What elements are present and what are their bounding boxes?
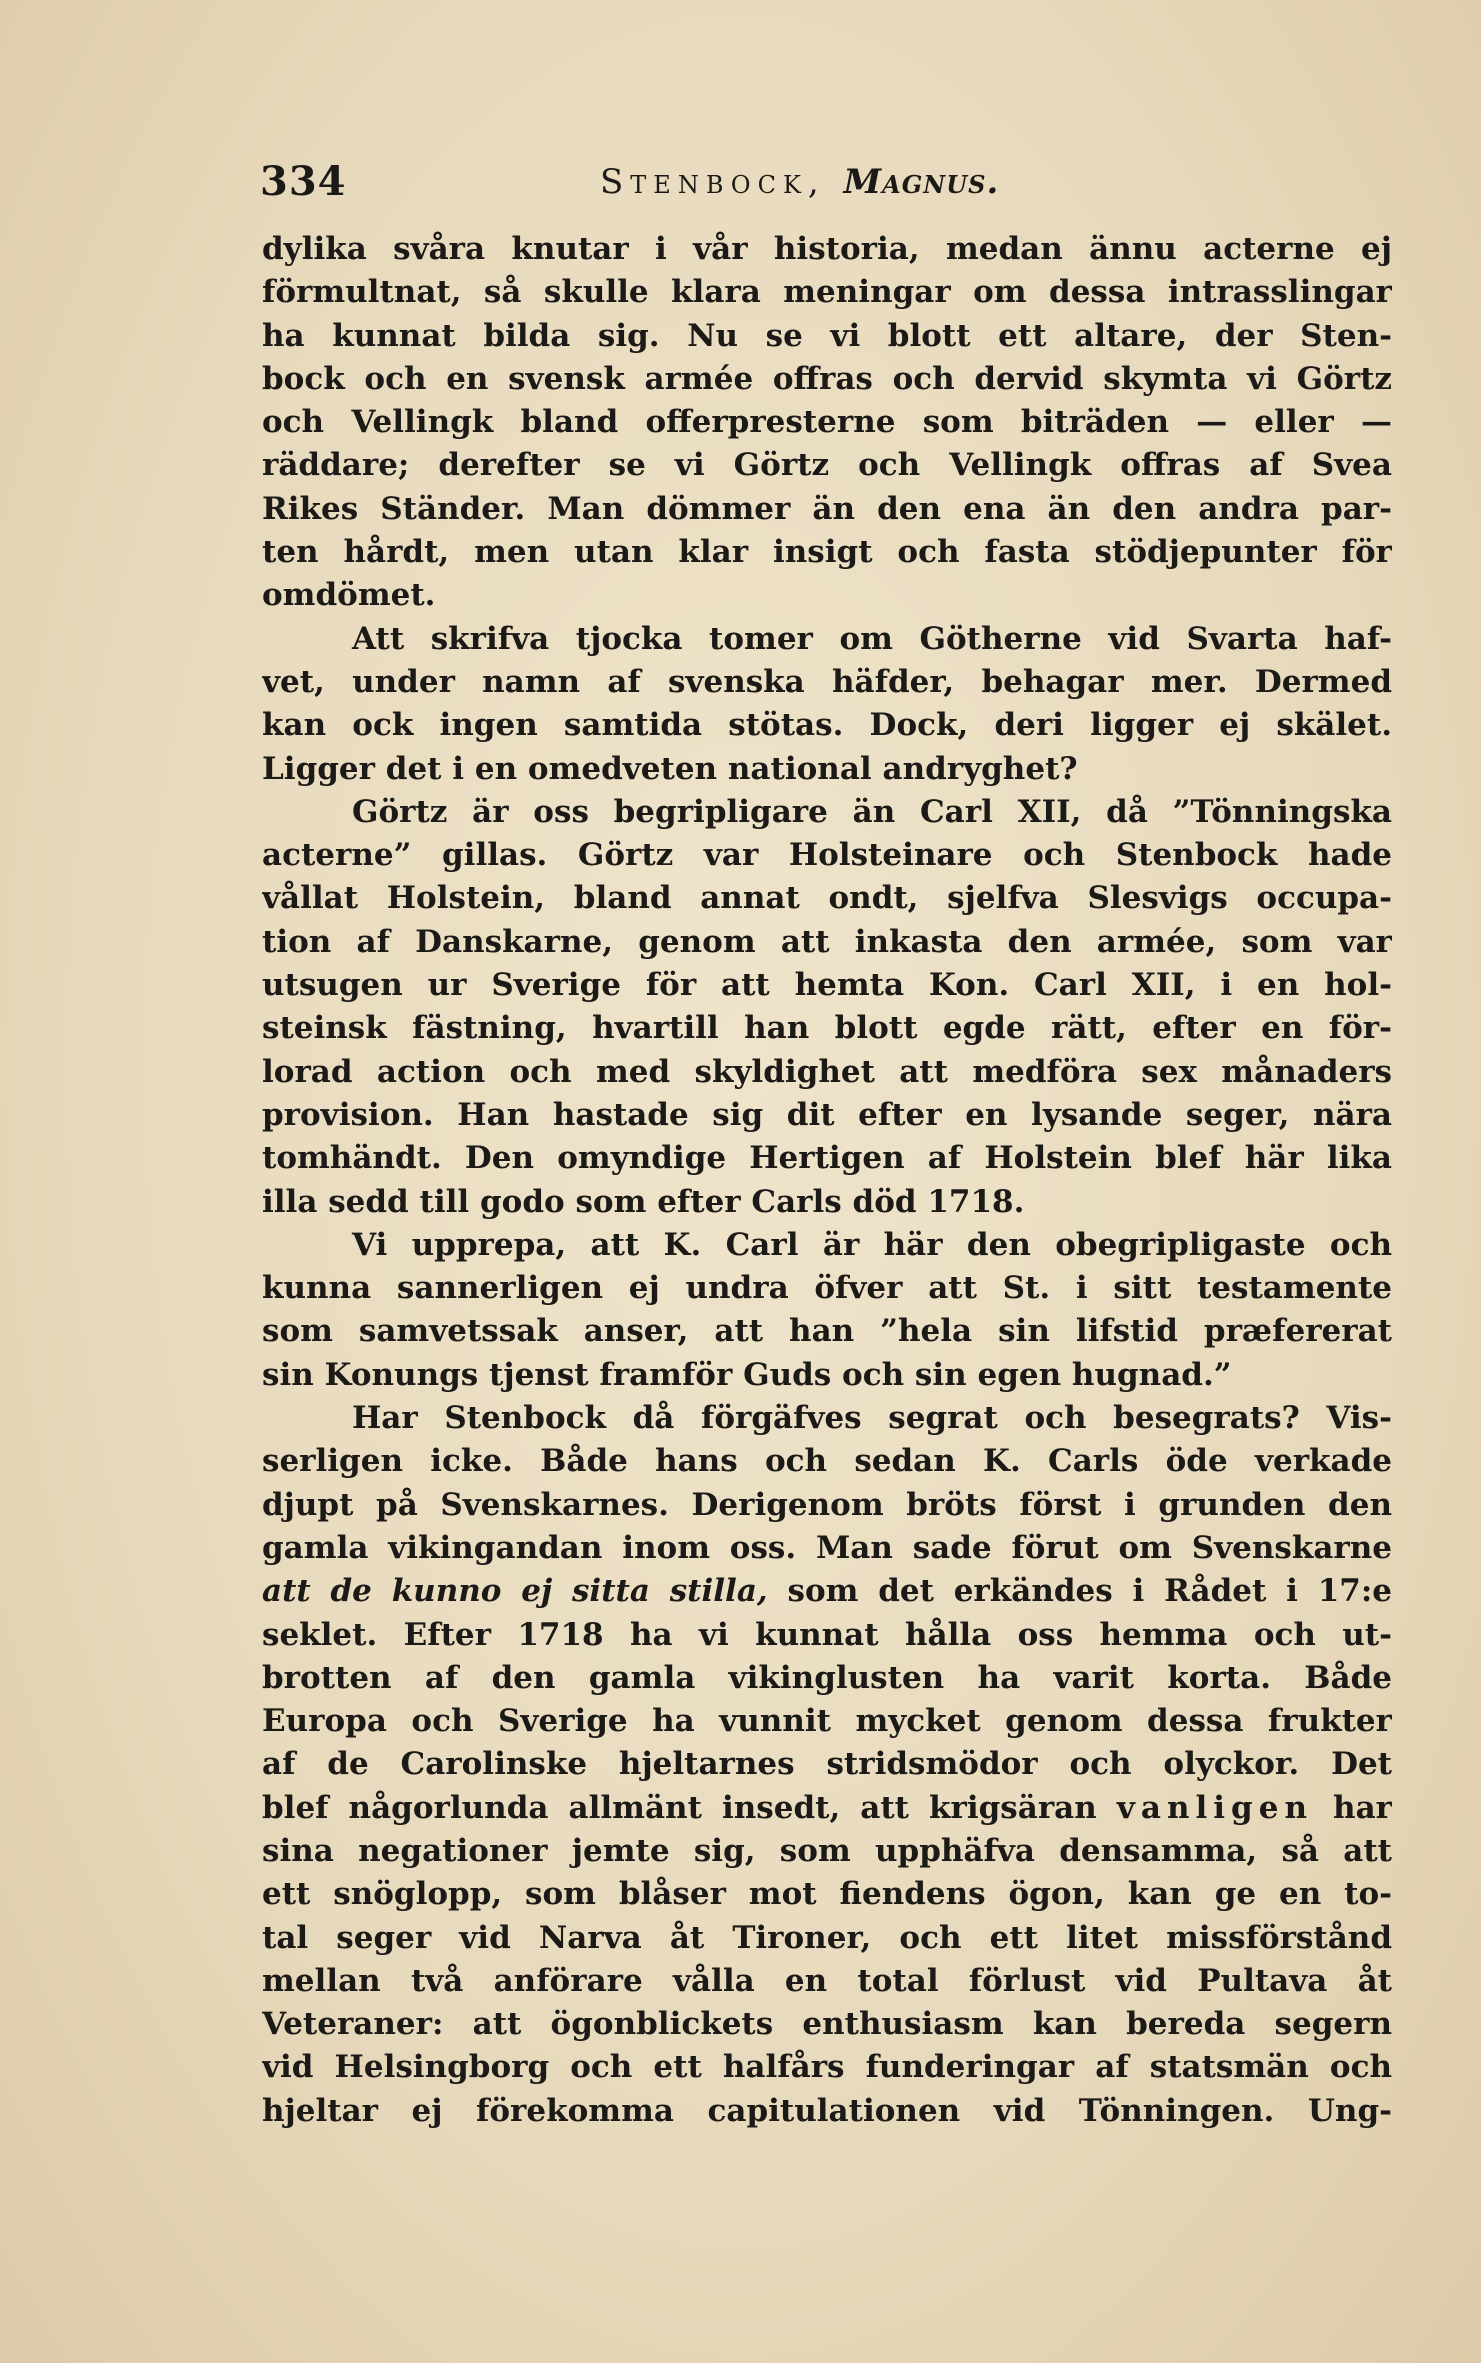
page-header <box>260 158 1410 208</box>
text-line: sina negationer jemte sig, som upphäfva densamma, så att <box>262 1832 1392 1869</box>
text-line: vet, under namn af svenska häfder, behagar mer. Dermed <box>262 663 1392 700</box>
text-line: ha kunnat bilda sig. Nu se vi blott ett altare, der Sten- <box>262 317 1392 354</box>
text-line: kan ock ingen samtida stötas. Dock, deri ligger ej skälet. <box>262 707 1392 744</box>
spaced-emphasis-word: vanligen <box>1116 1789 1313 1826</box>
text-line: räddare; derefter se vi Görtz och Vellingk offras af Svea <box>262 447 1392 484</box>
text-line: tion af Danskarne, genom att inkasta den armée, som var <box>262 923 1392 960</box>
text-line: tal seger vid Narva åt Tironer, och ett litet missförstånd <box>262 1919 1392 1956</box>
text-line: gamla vikingandan inom oss. Man sade förut om Svenskarne <box>262 1529 1392 1566</box>
text-line: lorad action och med skyldighet att medföra sex månaders <box>262 1053 1392 1090</box>
text-line: djupt på Svenskarnes. Derigenom bröts först i grunden den <box>262 1486 1392 1523</box>
text-line: vid Helsingborg och ett halfårs funderingar af statsmän och <box>262 2049 1392 2086</box>
text-line: som samvetssak anser, att han ”hela sin lifstid præfererat <box>262 1313 1392 1350</box>
text-line: Vi upprepa, att K. Carl är här den obegripligaste och <box>352 1226 1392 1263</box>
text-line: hjeltar ej förekomma capitulationen vid Tönningen. Ung- <box>262 2092 1392 2129</box>
text-line: bock och en svensk armée offras och dervid skymta vi Görtz <box>262 360 1392 397</box>
text-line: förmultnat, så skulle klara meningar om dessa intrasslingar <box>262 274 1392 311</box>
text-line: tomhändt. Den omyndige Hertigen af Holstein blef här lika <box>262 1140 1392 1177</box>
text-line: Ligger det i en omedveten national andryghet? <box>262 750 1078 787</box>
running-head-given-name: Magnus. <box>843 162 1000 202</box>
text-line: Har Stenbock då förgäfves segrat och besegrats? Vis- <box>352 1400 1392 1437</box>
text-line: att de kunno ej sitta stilla, som det erkändes i Rådet i 17:e <box>262 1573 1392 1610</box>
text-line: steinsk fästning, hvartill han blott egde rätt, efter en för- <box>262 1010 1392 1047</box>
text-line: Att skrifva tjocka tomer om Götherne vid Svarta haf- <box>352 620 1392 657</box>
text-line: Rikes Ständer. Man dömmer än den ena än den andra par- <box>262 490 1392 527</box>
text-line: kunna sannerligen ej undra öfver att St. i sitt testamente <box>262 1270 1392 1307</box>
text-line: Europa och Sverige ha vunnit mycket genom dessa frukter <box>262 1703 1392 1740</box>
text-line: sin Konungs tjenst framför Guds och sin egen hugnad.” <box>262 1356 1232 1393</box>
running-head <box>600 162 999 202</box>
body-text <box>262 228 1392 2133</box>
text-line: brotten af den gamla vikinglusten ha varit korta. Både <box>262 1659 1392 1696</box>
text-line: illa sedd till godo som efter Carls död 1718. <box>262 1183 1025 1220</box>
text-line: blef någorlunda allmänt insedt, att krigsäran vanligen har <box>262 1789 1392 1826</box>
text-line: provision. Han hastade sig dit efter en lysande seger, nära <box>262 1096 1392 1133</box>
page-number: 334 <box>260 158 347 205</box>
text-line: utsugen ur Sverige för att hemta Kon. Carl XII, i en hol- <box>262 967 1392 1004</box>
text-line: serligen icke. Både hans och sedan K. Carls öde verkade <box>262 1443 1392 1480</box>
text-line: Veteraner: att ögonblickets enthusiasm kan bereda segern <box>262 2006 1392 2043</box>
text-line: mellan två anförare vålla en total förlust vid Pultava åt <box>262 1962 1392 1999</box>
text-line: af de Carolinske hjeltarnes stridsmödor och olyckor. Det <box>262 1746 1392 1783</box>
text-line: vållat Holstein, bland annat ondt, sjelfva Slesvigs occupa- <box>262 880 1392 917</box>
text-line: och Vellingk bland offerpresterne som biträden — eller — <box>262 404 1392 441</box>
emphasis-text: att de kunno ej sitta stilla, <box>262 1573 768 1610</box>
text-line: Görtz är oss begripligare än Carl XII, då ”Tönningska <box>352 793 1392 830</box>
text-line: ett snöglopp, som blåser mot fiendens ögon, kan ge en to- <box>262 1876 1392 1913</box>
running-head-name: Stenbock, <box>600 162 826 202</box>
text-line: omdömet. <box>262 577 436 614</box>
text-line: acterne” gillas. Görtz var Holsteinare och Stenbock hade <box>262 837 1392 874</box>
text-line: dylika svåra knutar i vår historia, medan ännu acterne ej <box>262 231 1392 267</box>
text-line: seklet. Efter 1718 ha vi kunnat hålla oss hemma och ut- <box>262 1616 1392 1653</box>
text-line: ten hårdt, men utan klar insigt och fasta stödjepunter för <box>262 534 1392 571</box>
